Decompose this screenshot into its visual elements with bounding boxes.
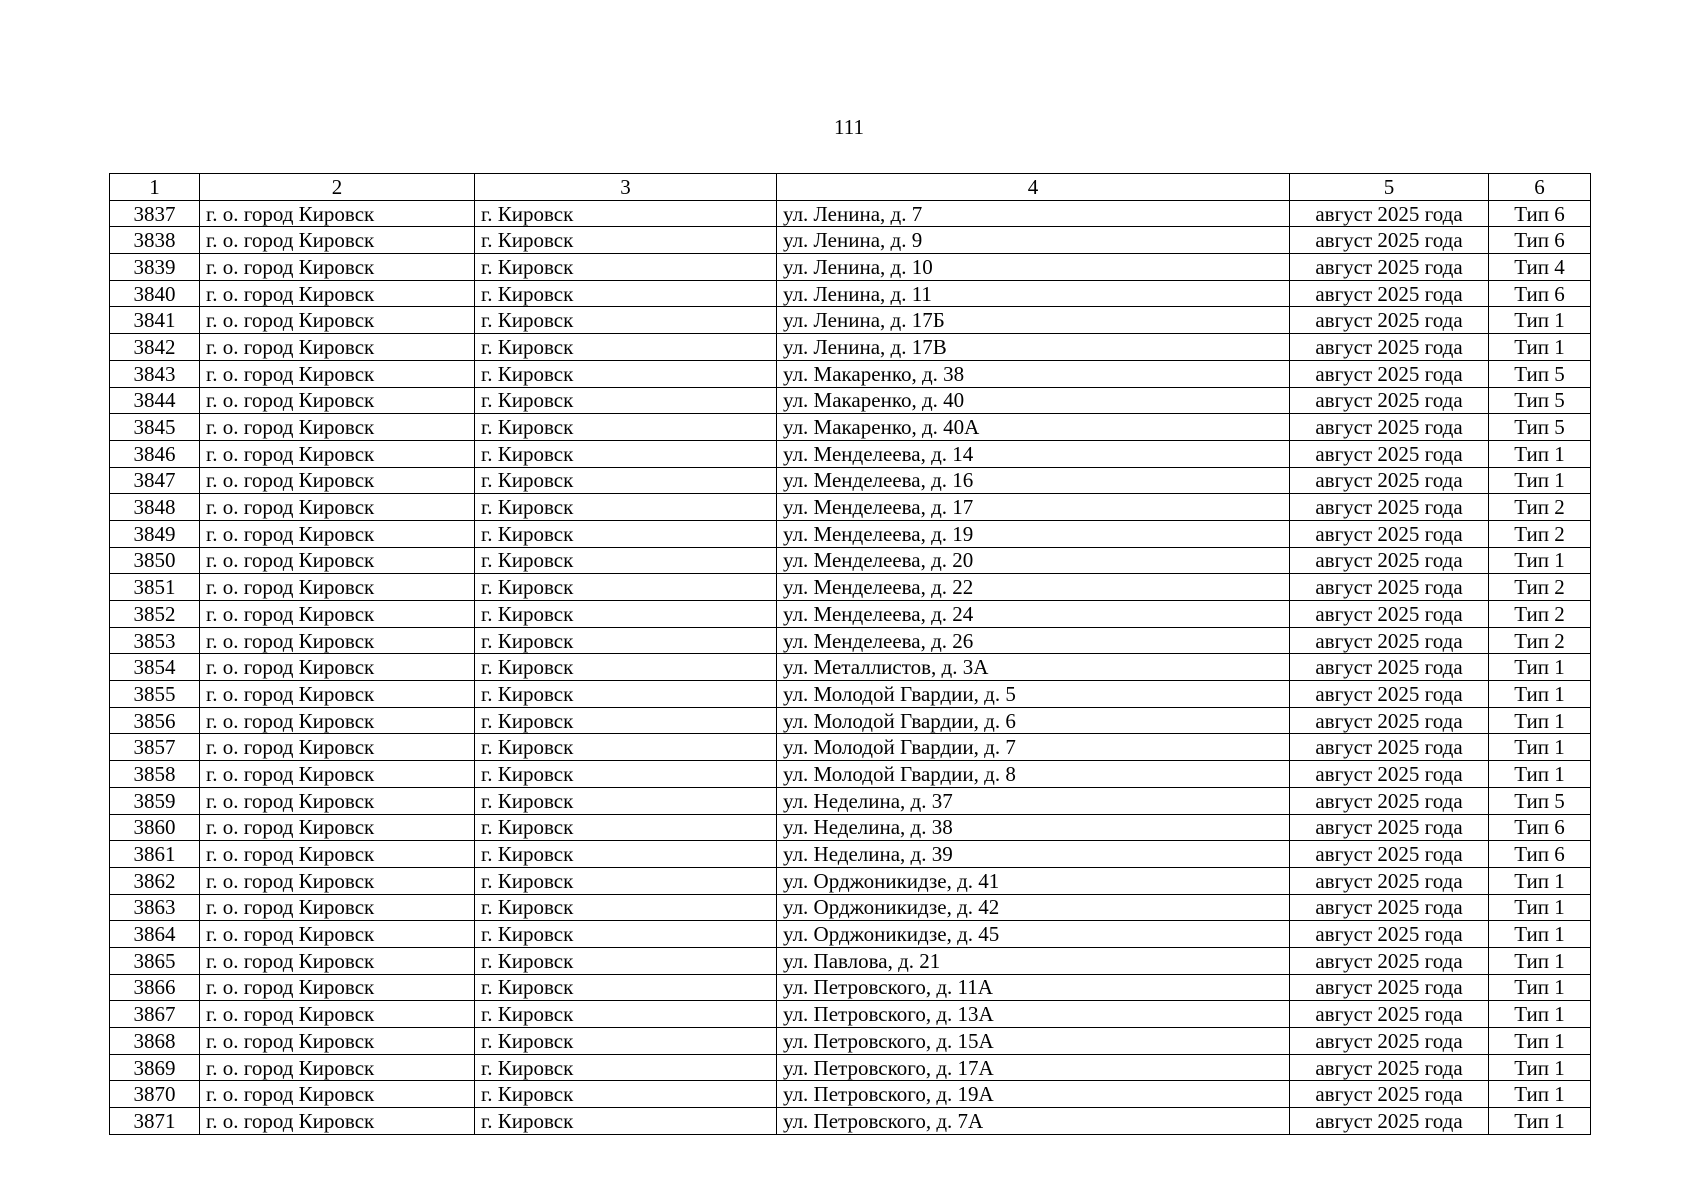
deadline-cell: август 2025 года: [1290, 414, 1489, 441]
address-cell: ул. Орджоникидзе, д. 42: [777, 894, 1290, 921]
address-cell: ул. Металлистов, д. 3А: [777, 654, 1290, 681]
district-cell: г. о. город Кировск: [200, 707, 475, 734]
address-cell: ул. Ленина, д. 17Б: [777, 307, 1290, 334]
city-cell: г. Кировск: [475, 974, 777, 1001]
deadline-cell: август 2025 года: [1290, 574, 1489, 601]
deadline-cell: август 2025 года: [1290, 334, 1489, 361]
address-cell: ул. Менделеева, д. 17: [777, 494, 1290, 521]
district-cell: г. о. город Кировск: [200, 1081, 475, 1108]
district-cell: г. о. город Кировск: [200, 280, 475, 307]
city-cell: г. Кировск: [475, 761, 777, 788]
type-cell: Тип 1: [1489, 467, 1591, 494]
address-cell: ул. Петровского, д. 11А: [777, 974, 1290, 1001]
address-cell: ул. Ленина, д. 11: [777, 280, 1290, 307]
page-number: 111: [834, 115, 864, 139]
row-number-cell: 3856: [110, 707, 200, 734]
type-cell: Тип 1: [1489, 707, 1591, 734]
address-cell: ул. Петровского, д. 13А: [777, 1001, 1290, 1028]
district-cell: г. о. город Кировск: [200, 654, 475, 681]
table-row: [110, 761, 1591, 788]
header-cell-col-3: 3: [475, 174, 777, 201]
city-cell: г. Кировск: [475, 601, 777, 628]
district-cell: г. о. город Кировск: [200, 681, 475, 708]
row-number-cell: 3865: [110, 947, 200, 974]
row-number-cell: 3868: [110, 1028, 200, 1055]
city-cell: г. Кировск: [475, 947, 777, 974]
table-row: [110, 1001, 1591, 1028]
row-number-cell: 3842: [110, 334, 200, 361]
deadline-cell: август 2025 года: [1290, 627, 1489, 654]
deadline-cell: август 2025 года: [1290, 547, 1489, 574]
city-cell: г. Кировск: [475, 467, 777, 494]
city-cell: г. Кировск: [475, 1028, 777, 1055]
deadline-cell: август 2025 года: [1290, 1108, 1489, 1135]
table-row: [110, 254, 1591, 281]
deadline-cell: август 2025 года: [1290, 200, 1489, 227]
table-header: [110, 174, 1591, 201]
city-cell: г. Кировск: [475, 627, 777, 654]
deadline-cell: август 2025 года: [1290, 734, 1489, 761]
row-number-cell: 3855: [110, 681, 200, 708]
header-cell-col-2: 2: [200, 174, 475, 201]
table-row: [110, 681, 1591, 708]
district-cell: г. о. город Кировск: [200, 841, 475, 868]
address-cell: ул. Неделина, д. 38: [777, 814, 1290, 841]
table-row: [110, 494, 1591, 521]
table-row: [110, 1028, 1591, 1055]
header-cell-col-1: 1: [110, 174, 200, 201]
type-cell: Тип 1: [1489, 1028, 1591, 1055]
row-number-cell: 3862: [110, 867, 200, 894]
city-cell: г. Кировск: [475, 734, 777, 761]
address-cell: ул. Орджоникидзе, д. 41: [777, 867, 1290, 894]
address-cell: ул. Ленина, д. 9: [777, 227, 1290, 254]
district-cell: г. о. город Кировск: [200, 1028, 475, 1055]
row-number-cell: 3854: [110, 654, 200, 681]
row-number-cell: 3839: [110, 254, 200, 281]
district-cell: г. о. город Кировск: [200, 921, 475, 948]
row-number-cell: 3871: [110, 1108, 200, 1135]
type-cell: Тип 1: [1489, 1054, 1591, 1081]
district-cell: г. о. город Кировск: [200, 387, 475, 414]
address-cell: ул. Молодой Гвардии, д. 8: [777, 761, 1290, 788]
table-row: [110, 360, 1591, 387]
deadline-cell: август 2025 года: [1290, 494, 1489, 521]
type-cell: Тип 1: [1489, 894, 1591, 921]
district-cell: г. о. город Кировск: [200, 467, 475, 494]
deadline-cell: август 2025 года: [1290, 761, 1489, 788]
registry-table: [109, 173, 1591, 1135]
type-cell: Тип 1: [1489, 1108, 1591, 1135]
address-cell: ул. Павлова, д. 21: [777, 947, 1290, 974]
row-number-cell: 3847: [110, 467, 200, 494]
deadline-cell: август 2025 года: [1290, 707, 1489, 734]
district-cell: г. о. город Кировск: [200, 227, 475, 254]
type-cell: Тип 1: [1489, 334, 1591, 361]
city-cell: г. Кировск: [475, 787, 777, 814]
city-cell: г. Кировск: [475, 280, 777, 307]
type-cell: Тип 6: [1489, 841, 1591, 868]
row-number-cell: 3840: [110, 280, 200, 307]
deadline-cell: август 2025 года: [1290, 520, 1489, 547]
district-cell: г. о. город Кировск: [200, 1054, 475, 1081]
city-cell: г. Кировск: [475, 654, 777, 681]
type-cell: Тип 1: [1489, 974, 1591, 1001]
deadline-cell: август 2025 года: [1290, 787, 1489, 814]
type-cell: Тип 1: [1489, 1001, 1591, 1028]
district-cell: г. о. город Кировск: [200, 200, 475, 227]
table-body: [110, 200, 1591, 1134]
row-number-cell: 3850: [110, 547, 200, 574]
type-cell: Тип 2: [1489, 574, 1591, 601]
address-cell: ул. Менделеева, д. 24: [777, 601, 1290, 628]
row-number-cell: 3838: [110, 227, 200, 254]
city-cell: г. Кировск: [475, 814, 777, 841]
row-number-cell: 3837: [110, 200, 200, 227]
row-number-cell: 3843: [110, 360, 200, 387]
address-cell: ул. Менделеева, д. 20: [777, 547, 1290, 574]
header-cell-col-6: 6: [1489, 174, 1591, 201]
deadline-cell: август 2025 года: [1290, 387, 1489, 414]
city-cell: г. Кировск: [475, 494, 777, 521]
city-cell: г. Кировск: [475, 707, 777, 734]
district-cell: г. о. город Кировск: [200, 974, 475, 1001]
header-cell-col-4: 4: [777, 174, 1290, 201]
address-cell: ул. Макаренко, д. 40: [777, 387, 1290, 414]
address-cell: ул. Ленина, д. 10: [777, 254, 1290, 281]
city-cell: г. Кировск: [475, 334, 777, 361]
row-number-cell: 3864: [110, 921, 200, 948]
deadline-cell: август 2025 года: [1290, 254, 1489, 281]
address-cell: ул. Менделеева, д. 14: [777, 440, 1290, 467]
row-number-cell: 3845: [110, 414, 200, 441]
district-cell: г. о. город Кировск: [200, 414, 475, 441]
type-cell: Тип 1: [1489, 867, 1591, 894]
row-number-cell: 3848: [110, 494, 200, 521]
city-cell: г. Кировск: [475, 867, 777, 894]
type-cell: Тип 5: [1489, 787, 1591, 814]
deadline-cell: август 2025 года: [1290, 307, 1489, 334]
district-cell: г. о. город Кировск: [200, 601, 475, 628]
type-cell: Тип 6: [1489, 814, 1591, 841]
district-cell: г. о. город Кировск: [200, 334, 475, 361]
address-cell: ул. Петровского, д. 19А: [777, 1081, 1290, 1108]
deadline-cell: август 2025 года: [1290, 601, 1489, 628]
address-cell: ул. Менделеева, д. 19: [777, 520, 1290, 547]
type-cell: Тип 1: [1489, 440, 1591, 467]
city-cell: г. Кировск: [475, 520, 777, 547]
type-cell: Тип 1: [1489, 761, 1591, 788]
table-row: [110, 307, 1591, 334]
table-row: [110, 734, 1591, 761]
table-row: [110, 574, 1591, 601]
type-cell: Тип 1: [1489, 947, 1591, 974]
address-cell: ул. Петровского, д. 17А: [777, 1054, 1290, 1081]
table-row: [110, 707, 1591, 734]
district-cell: г. о. город Кировск: [200, 1001, 475, 1028]
district-cell: г. о. город Кировск: [200, 494, 475, 521]
row-number-cell: 3853: [110, 627, 200, 654]
table-row: [110, 1108, 1591, 1135]
type-cell: Тип 6: [1489, 280, 1591, 307]
city-cell: г. Кировск: [475, 574, 777, 601]
type-cell: Тип 5: [1489, 387, 1591, 414]
deadline-cell: август 2025 года: [1290, 280, 1489, 307]
address-cell: ул. Петровского, д. 15А: [777, 1028, 1290, 1055]
deadline-cell: август 2025 года: [1290, 360, 1489, 387]
district-cell: г. о. город Кировск: [200, 761, 475, 788]
deadline-cell: август 2025 года: [1290, 894, 1489, 921]
deadline-cell: август 2025 года: [1290, 974, 1489, 1001]
city-cell: г. Кировск: [475, 1054, 777, 1081]
table-row: [110, 787, 1591, 814]
district-cell: г. о. город Кировск: [200, 894, 475, 921]
table-row: [110, 947, 1591, 974]
city-cell: г. Кировск: [475, 681, 777, 708]
deadline-cell: август 2025 года: [1290, 1001, 1489, 1028]
row-number-cell: 3857: [110, 734, 200, 761]
row-number-cell: 3844: [110, 387, 200, 414]
address-cell: ул. Молодой Гвардии, д. 5: [777, 681, 1290, 708]
district-cell: г. о. город Кировск: [200, 734, 475, 761]
row-number-cell: 3861: [110, 841, 200, 868]
address-cell: ул. Неделина, д. 37: [777, 787, 1290, 814]
city-cell: г. Кировск: [475, 387, 777, 414]
table-row: [110, 227, 1591, 254]
city-cell: г. Кировск: [475, 1001, 777, 1028]
table-row: [110, 280, 1591, 307]
row-number-cell: 3866: [110, 974, 200, 1001]
address-cell: ул. Менделеева, д. 22: [777, 574, 1290, 601]
row-number-cell: 3851: [110, 574, 200, 601]
deadline-cell: август 2025 года: [1290, 227, 1489, 254]
table-row: [110, 921, 1591, 948]
district-cell: г. о. город Кировск: [200, 1108, 475, 1135]
type-cell: Тип 1: [1489, 547, 1591, 574]
table-row: [110, 1081, 1591, 1108]
type-cell: Тип 1: [1489, 681, 1591, 708]
table-row: [110, 814, 1591, 841]
type-cell: Тип 1: [1489, 921, 1591, 948]
address-cell: ул. Молодой Гвардии, д. 7: [777, 734, 1290, 761]
deadline-cell: август 2025 года: [1290, 467, 1489, 494]
district-cell: г. о. город Кировск: [200, 947, 475, 974]
district-cell: г. о. город Кировск: [200, 520, 475, 547]
table-row: [110, 440, 1591, 467]
city-cell: г. Кировск: [475, 921, 777, 948]
type-cell: Тип 5: [1489, 414, 1591, 441]
type-cell: Тип 2: [1489, 494, 1591, 521]
type-cell: Тип 2: [1489, 601, 1591, 628]
district-cell: г. о. город Кировск: [200, 547, 475, 574]
address-cell: ул. Ленина, д. 17В: [777, 334, 1290, 361]
district-cell: г. о. город Кировск: [200, 254, 475, 281]
header-cell-col-5: 5: [1290, 174, 1489, 201]
city-cell: г. Кировск: [475, 547, 777, 574]
deadline-cell: август 2025 года: [1290, 921, 1489, 948]
city-cell: г. Кировск: [475, 254, 777, 281]
table-row: [110, 627, 1591, 654]
table-row: [110, 414, 1591, 441]
table-row: [110, 601, 1591, 628]
address-cell: ул. Менделеева, д. 16: [777, 467, 1290, 494]
row-number-cell: 3841: [110, 307, 200, 334]
row-number-cell: 3849: [110, 520, 200, 547]
address-cell: ул. Ленина, д. 7: [777, 200, 1290, 227]
type-cell: Тип 2: [1489, 520, 1591, 547]
deadline-cell: август 2025 года: [1290, 841, 1489, 868]
type-cell: Тип 6: [1489, 227, 1591, 254]
address-cell: ул. Неделина, д. 39: [777, 841, 1290, 868]
city-cell: г. Кировск: [475, 414, 777, 441]
district-cell: г. о. город Кировск: [200, 360, 475, 387]
district-cell: г. о. город Кировск: [200, 787, 475, 814]
city-cell: г. Кировск: [475, 200, 777, 227]
deadline-cell: август 2025 года: [1290, 814, 1489, 841]
table-row: [110, 334, 1591, 361]
deadline-cell: август 2025 года: [1290, 1028, 1489, 1055]
address-cell: ул. Макаренко, д. 40А: [777, 414, 1290, 441]
table-row: [110, 841, 1591, 868]
deadline-cell: август 2025 года: [1290, 947, 1489, 974]
deadline-cell: август 2025 года: [1290, 867, 1489, 894]
row-number-cell: 3870: [110, 1081, 200, 1108]
district-cell: г. о. город Кировск: [200, 574, 475, 601]
address-cell: ул. Петровского, д. 7А: [777, 1108, 1290, 1135]
address-cell: ул. Макаренко, д. 38: [777, 360, 1290, 387]
row-number-cell: 3846: [110, 440, 200, 467]
deadline-cell: август 2025 года: [1290, 440, 1489, 467]
row-number-cell: 3858: [110, 761, 200, 788]
district-cell: г. о. город Кировск: [200, 627, 475, 654]
table-row: [110, 867, 1591, 894]
city-cell: г. Кировск: [475, 841, 777, 868]
table-row: [110, 974, 1591, 1001]
header-row: [110, 174, 1591, 201]
city-cell: г. Кировск: [475, 440, 777, 467]
table-row: [110, 894, 1591, 921]
table-row: [110, 467, 1591, 494]
district-cell: г. о. город Кировск: [200, 307, 475, 334]
type-cell: Тип 5: [1489, 360, 1591, 387]
district-cell: г. о. город Кировск: [200, 440, 475, 467]
deadline-cell: август 2025 года: [1290, 1081, 1489, 1108]
row-number-cell: 3863: [110, 894, 200, 921]
deadline-cell: август 2025 года: [1290, 654, 1489, 681]
table-row: [110, 200, 1591, 227]
deadline-cell: август 2025 года: [1290, 1054, 1489, 1081]
table-row: [110, 520, 1591, 547]
type-cell: Тип 1: [1489, 654, 1591, 681]
table-row: [110, 1054, 1591, 1081]
city-cell: г. Кировск: [475, 307, 777, 334]
table-row: [110, 387, 1591, 414]
city-cell: г. Кировск: [475, 1108, 777, 1135]
city-cell: г. Кировск: [475, 227, 777, 254]
type-cell: Тип 1: [1489, 307, 1591, 334]
city-cell: г. Кировск: [475, 894, 777, 921]
type-cell: Тип 4: [1489, 254, 1591, 281]
district-cell: г. о. город Кировск: [200, 814, 475, 841]
district-cell: г. о. город Кировск: [200, 867, 475, 894]
type-cell: Тип 1: [1489, 734, 1591, 761]
row-number-cell: 3859: [110, 787, 200, 814]
row-number-cell: 3852: [110, 601, 200, 628]
row-number-cell: 3867: [110, 1001, 200, 1028]
address-cell: ул. Орджоникидзе, д. 45: [777, 921, 1290, 948]
type-cell: Тип 1: [1489, 1081, 1591, 1108]
deadline-cell: август 2025 года: [1290, 681, 1489, 708]
city-cell: г. Кировск: [475, 1081, 777, 1108]
address-cell: ул. Менделеева, д. 26: [777, 627, 1290, 654]
city-cell: г. Кировск: [475, 360, 777, 387]
table-row: [110, 654, 1591, 681]
type-cell: Тип 2: [1489, 627, 1591, 654]
address-cell: ул. Молодой Гвардии, д. 6: [777, 707, 1290, 734]
row-number-cell: 3869: [110, 1054, 200, 1081]
table-row: [110, 547, 1591, 574]
type-cell: Тип 6: [1489, 200, 1591, 227]
row-number-cell: 3860: [110, 814, 200, 841]
